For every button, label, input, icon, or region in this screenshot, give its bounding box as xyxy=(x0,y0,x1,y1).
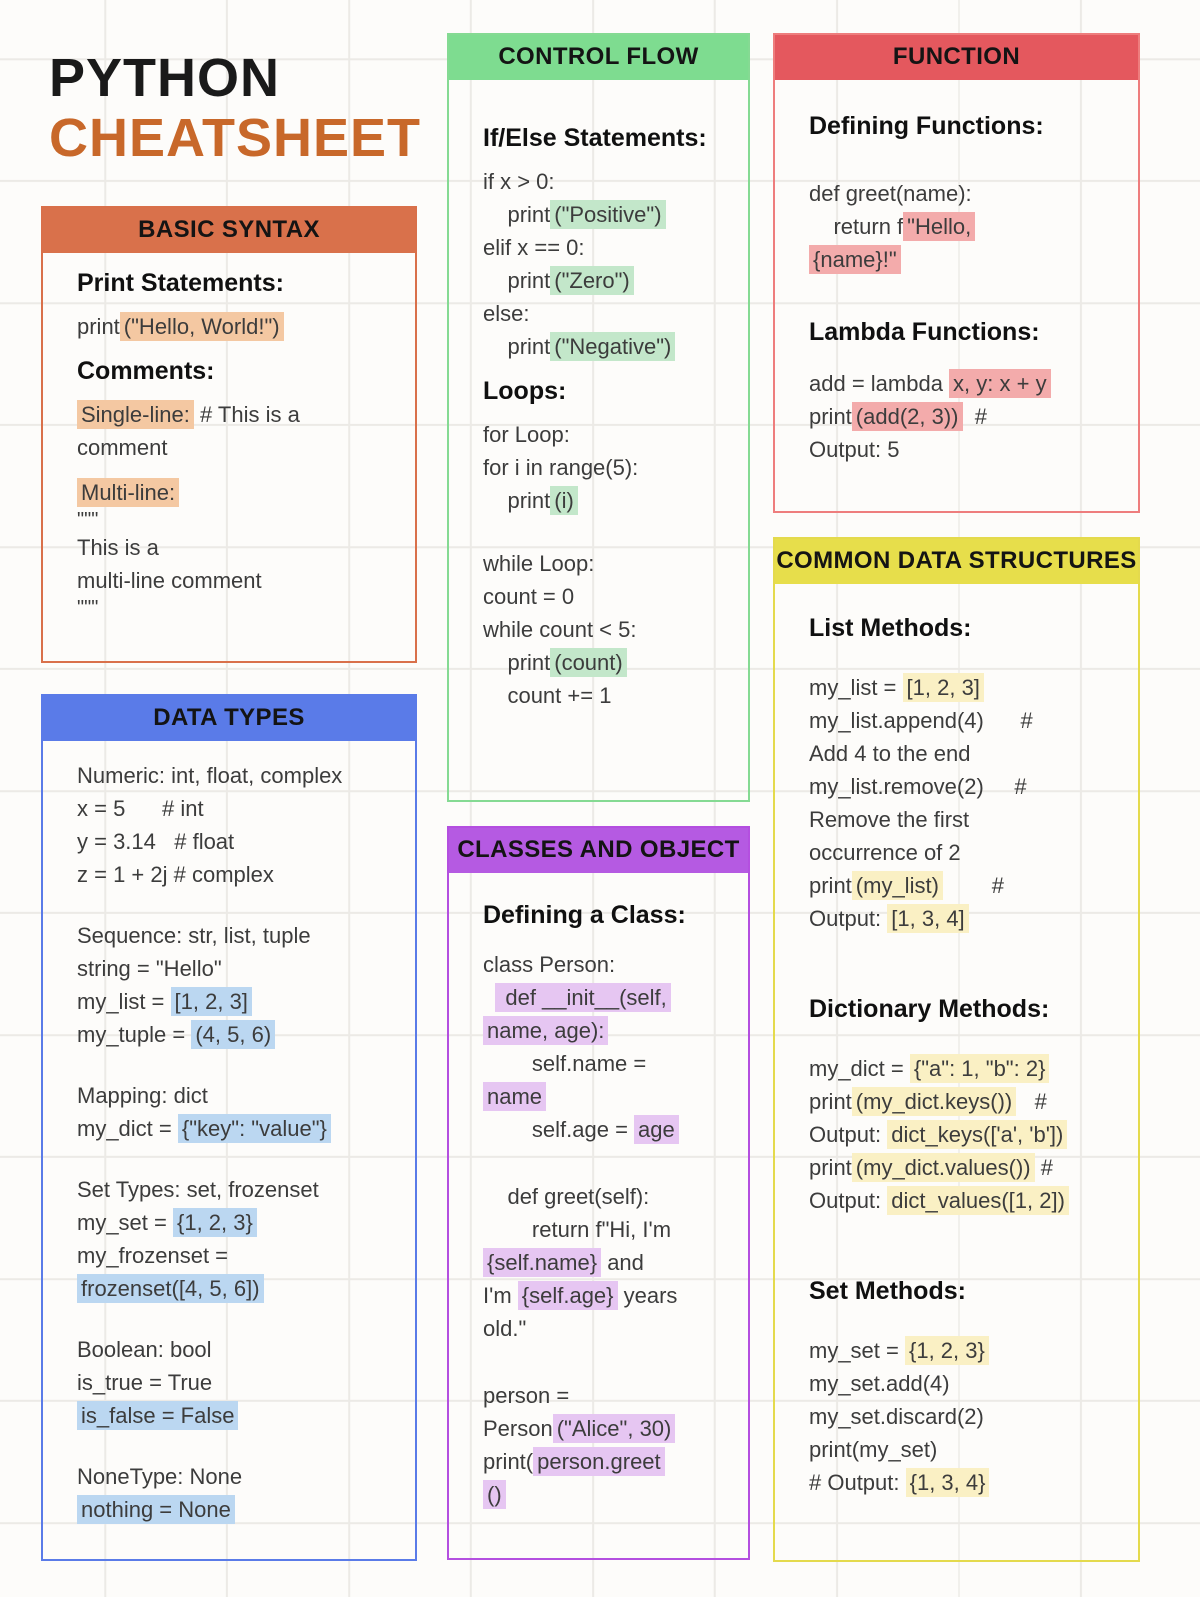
subheading: Lambda Functions: xyxy=(809,318,1040,346)
code-line xyxy=(77,531,403,564)
code-text: This is a xyxy=(77,535,159,560)
code-text: occurrence of 2 xyxy=(809,840,961,865)
code-text: Boolean: bool xyxy=(77,1337,212,1362)
code-text: my_set = xyxy=(77,1210,173,1235)
section-header-basic-syntax: BASIC SYNTAX xyxy=(41,206,417,253)
code-text: count += 1 xyxy=(483,683,612,708)
code-text: print( xyxy=(483,1449,534,1474)
code-highlight: (my_dict.values()) xyxy=(852,1153,1035,1182)
code-line xyxy=(483,679,736,712)
section-content-control-flow xyxy=(449,80,748,712)
code-line xyxy=(809,737,1126,770)
code-line xyxy=(77,792,403,825)
code-text: print xyxy=(809,1089,852,1114)
subheading: Dictionary Methods: xyxy=(809,995,1050,1023)
code-text: Person xyxy=(483,1416,553,1441)
code-line xyxy=(77,597,403,619)
code-line xyxy=(483,1478,736,1511)
code-text: # xyxy=(1016,1089,1047,1114)
code-line xyxy=(809,243,1126,276)
code-line xyxy=(483,547,736,580)
code-highlight: () xyxy=(483,1480,506,1509)
code-text: while count < 5: xyxy=(483,617,637,642)
code-highlight: (my_list) xyxy=(852,871,943,900)
code-line xyxy=(483,1113,736,1146)
code-highlight: frozenset([4, 5, 6]) xyxy=(77,1274,264,1303)
code-line xyxy=(809,836,1126,869)
code-line xyxy=(483,1180,736,1213)
code-text: for Loop: xyxy=(483,422,570,447)
code-text: else: xyxy=(483,301,530,326)
code-highlight: (my_dict.keys()) xyxy=(852,1087,1016,1116)
code-line xyxy=(77,1173,403,1206)
code-line xyxy=(483,484,736,517)
code-text: Output: xyxy=(809,1122,888,1147)
code-line xyxy=(809,902,1126,935)
section-data-types xyxy=(41,694,417,1561)
code-text: if x > 0: xyxy=(483,169,555,194)
subheading: Set Methods: xyxy=(809,1277,966,1305)
code-line xyxy=(483,418,736,451)
code-text: my_dict = xyxy=(77,1116,178,1141)
code-text: z = 1 + 2j # complex xyxy=(77,862,274,887)
code-highlight: Single-line: xyxy=(77,400,194,429)
code-text: for i in range(5): xyxy=(483,455,639,480)
spacer xyxy=(809,935,1126,981)
code-line xyxy=(483,1213,736,1246)
code-line xyxy=(809,1367,1126,1400)
code-line xyxy=(483,165,736,198)
code-text: """ xyxy=(77,509,99,531)
code-line xyxy=(77,759,403,792)
code-text: """ xyxy=(77,597,99,619)
code-text: # This is a xyxy=(193,402,300,427)
code-line xyxy=(77,564,403,597)
code-highlight: person.greet xyxy=(533,1447,665,1476)
code-text: print(my_set) xyxy=(809,1437,938,1462)
title-line-cheatsheet: CHEATSHEET xyxy=(49,108,422,169)
code-text: my_dict = xyxy=(809,1056,910,1081)
spacer xyxy=(77,891,403,919)
code-line xyxy=(77,1399,403,1432)
code-highlight: (i) xyxy=(550,486,578,515)
subheading: List Methods: xyxy=(809,614,972,642)
code-text: my_set.discard(2) xyxy=(809,1404,984,1429)
code-line xyxy=(809,1334,1126,1367)
code-line xyxy=(809,803,1126,836)
code-highlight: (add(2, 3)) xyxy=(852,402,963,431)
code-text: Output: xyxy=(809,906,888,931)
code-line xyxy=(809,177,1126,210)
code-highlight: ("Zero") xyxy=(550,266,634,295)
code-line xyxy=(483,231,736,264)
code-line xyxy=(809,210,1126,243)
code-highlight: ("Hello, World!") xyxy=(120,312,284,341)
code-line xyxy=(77,1366,403,1399)
code-highlight: [1, 2, 3] xyxy=(171,987,252,1016)
code-line xyxy=(77,1272,403,1305)
section-common-data-structures xyxy=(773,537,1140,1562)
spacer xyxy=(77,1305,403,1333)
title-line-python: PYTHON xyxy=(49,48,281,108)
code-line xyxy=(77,1206,403,1239)
code-line xyxy=(809,1184,1126,1217)
subheading: Loops: xyxy=(483,377,567,405)
code-highlight: (4, 5, 6) xyxy=(191,1020,275,1049)
code-text: print xyxy=(809,404,852,429)
code-line xyxy=(483,981,736,1014)
code-line xyxy=(809,704,1126,737)
code-line xyxy=(483,1445,736,1478)
code-text: elif x == 0: xyxy=(483,235,585,260)
code-line xyxy=(483,646,736,679)
code-text: years xyxy=(617,1283,678,1308)
code-text: return f xyxy=(809,214,904,239)
spacer xyxy=(809,655,1126,671)
code-highlight: Multi-line: xyxy=(77,478,179,507)
code-highlight: is_false = False xyxy=(77,1401,238,1430)
code-text: Output: 5 xyxy=(809,437,900,462)
code-text: x = 5 # int xyxy=(77,796,204,821)
code-text: person = xyxy=(483,1383,570,1408)
code-text: old." xyxy=(483,1316,527,1341)
code-text: Add 4 to the end xyxy=(809,741,971,766)
code-text: print xyxy=(809,1155,852,1180)
page-title xyxy=(49,48,421,169)
code-text: my_tuple = xyxy=(77,1022,192,1047)
code-text: print xyxy=(483,202,551,227)
code-highlight: {self.age} xyxy=(518,1281,618,1310)
code-text: def greet(name): xyxy=(809,181,972,206)
spacer xyxy=(77,1145,403,1173)
code-highlight: {1, 2, 3} xyxy=(905,1336,989,1365)
code-line xyxy=(483,451,736,484)
code-text: Set Types: set, frozenset xyxy=(77,1177,319,1202)
code-highlight: {"a": 1, "b": 2} xyxy=(910,1054,1050,1083)
code-text: print xyxy=(809,873,852,898)
code-line xyxy=(483,1279,736,1312)
code-text: and xyxy=(601,1250,644,1275)
code-line xyxy=(483,1080,736,1113)
subheading: Comments: xyxy=(77,357,215,385)
spacer xyxy=(809,1036,1126,1052)
code-text: def greet(self): xyxy=(483,1184,650,1209)
spacer xyxy=(809,1318,1126,1334)
code-highlight: name, age): xyxy=(483,1016,608,1045)
code-highlight: nothing = None xyxy=(77,1495,235,1524)
code-text: print xyxy=(77,314,120,339)
code-text: # xyxy=(942,873,1005,898)
section-content-classes-and-object xyxy=(449,873,748,1511)
code-text: Sequence: str, list, tuple xyxy=(77,923,311,948)
code-line xyxy=(483,198,736,231)
code-text: comment xyxy=(77,435,168,460)
code-line xyxy=(809,1466,1126,1499)
code-text: Remove the first xyxy=(809,807,970,832)
code-text: count = 0 xyxy=(483,584,575,609)
code-line xyxy=(809,1052,1126,1085)
code-line xyxy=(483,1312,736,1345)
subheading: Defining Functions: xyxy=(809,112,1044,140)
code-line xyxy=(809,400,1126,433)
code-highlight: {self.name} xyxy=(483,1248,601,1277)
code-text: my_list.append(4) # xyxy=(809,708,1033,733)
code-text: add = lambda xyxy=(809,371,950,396)
code-line xyxy=(483,580,736,613)
code-highlight: "Hello, xyxy=(903,212,975,241)
section-header-data-types: DATA TYPES xyxy=(41,694,417,741)
code-text: I'm xyxy=(483,1283,518,1308)
code-highlight: {1, 2, 3} xyxy=(173,1208,257,1237)
code-text: print xyxy=(483,650,551,675)
code-highlight: def __init__(self, xyxy=(495,983,671,1012)
spacer xyxy=(809,276,1126,304)
code-line xyxy=(809,1085,1126,1118)
code-line xyxy=(77,1333,403,1366)
code-line xyxy=(77,952,403,985)
code-text: self.age = xyxy=(483,1117,635,1142)
code-text: y = 3.14 # float xyxy=(77,829,235,854)
code-line xyxy=(483,1047,736,1080)
section-content-data-types xyxy=(43,741,415,1526)
section-content-common-data-structures xyxy=(775,584,1138,1499)
code-line xyxy=(77,825,403,858)
code-text: string = "Hello" xyxy=(77,956,222,981)
code-highlight: name xyxy=(483,1082,546,1111)
code-text: my_frozenset = xyxy=(77,1243,229,1268)
code-line xyxy=(77,1112,403,1145)
code-text: self.name = xyxy=(483,1051,647,1076)
code-text: NoneType: None xyxy=(77,1464,243,1489)
code-line xyxy=(77,1079,403,1112)
code-text xyxy=(483,985,495,1010)
code-text: while Loop: xyxy=(483,551,595,576)
code-highlight: dict_keys(['a', 'b']) xyxy=(887,1120,1067,1149)
code-line xyxy=(77,398,403,431)
section-content-basic-syntax xyxy=(43,253,415,619)
code-text: # Output: xyxy=(809,1470,906,1495)
code-highlight: [1, 3, 4] xyxy=(887,904,968,933)
spacer xyxy=(483,1146,736,1180)
section-header-classes-and-object: CLASSES AND OBJECT xyxy=(447,826,750,873)
section-control-flow xyxy=(447,33,750,802)
subheading: If/Else Statements: xyxy=(483,124,707,152)
code-line xyxy=(483,297,736,330)
code-line xyxy=(77,509,403,531)
code-text: my_list = xyxy=(77,989,171,1014)
section-header-control-flow: CONTROL FLOW xyxy=(447,33,750,80)
code-highlight: {name}!" xyxy=(809,245,901,274)
code-text: is_true = True xyxy=(77,1370,213,1395)
code-line xyxy=(77,1239,403,1272)
spacer xyxy=(809,153,1126,177)
code-line xyxy=(809,1433,1126,1466)
code-line xyxy=(77,476,403,509)
code-highlight: dict_values([1, 2]) xyxy=(887,1186,1069,1215)
code-line xyxy=(77,985,403,1018)
code-line xyxy=(809,869,1126,902)
code-text: print xyxy=(483,334,551,359)
spacer xyxy=(77,464,403,476)
section-header-function: FUNCTION xyxy=(773,33,1140,80)
section-basic-syntax xyxy=(41,206,417,663)
code-text: class Person: xyxy=(483,952,616,977)
code-highlight: age xyxy=(634,1115,679,1144)
code-text: Mapping: dict xyxy=(77,1083,208,1108)
code-line xyxy=(77,919,403,952)
spacer xyxy=(483,517,736,547)
code-line xyxy=(809,433,1126,466)
spacer xyxy=(77,1051,403,1079)
subheading: Defining a Class: xyxy=(483,901,686,929)
section-header-common-data-structures: COMMON DATA STRUCTURES xyxy=(773,537,1140,584)
code-highlight: {"key": "value"} xyxy=(178,1114,331,1143)
code-line xyxy=(809,671,1126,704)
code-line xyxy=(809,367,1126,400)
code-highlight: [1, 2, 3] xyxy=(903,673,984,702)
code-line xyxy=(809,770,1126,803)
code-line xyxy=(483,1412,736,1445)
code-highlight: (count) xyxy=(550,648,626,677)
code-line xyxy=(809,1151,1126,1184)
code-highlight: x, y: x + y xyxy=(949,369,1051,398)
code-text: my_set = xyxy=(809,1338,905,1363)
code-line xyxy=(483,330,736,363)
code-line xyxy=(483,948,736,981)
code-text: multi-line comment xyxy=(77,568,262,593)
code-line xyxy=(77,1018,403,1051)
section-classes-and-object xyxy=(447,826,750,1560)
section-content-function xyxy=(775,80,1138,466)
code-highlight: ("Positive") xyxy=(550,200,665,229)
spacer xyxy=(809,359,1126,367)
spacer xyxy=(77,1432,403,1460)
code-highlight: ("Negative") xyxy=(550,332,675,361)
code-line xyxy=(483,1014,736,1047)
code-line xyxy=(809,1118,1126,1151)
code-line xyxy=(483,264,736,297)
code-text: Output: xyxy=(809,1188,888,1213)
code-line xyxy=(77,1493,403,1526)
code-line xyxy=(483,1246,736,1279)
code-text: my_list = xyxy=(809,675,903,700)
code-line xyxy=(483,613,736,646)
code-line xyxy=(483,1379,736,1412)
code-line xyxy=(809,1400,1126,1433)
code-highlight: {1, 3, 4} xyxy=(906,1468,990,1497)
code-line xyxy=(77,431,403,464)
subheading: Print Statements: xyxy=(77,269,284,297)
code-text: my_list.remove(2) # xyxy=(809,774,1027,799)
code-highlight: ("Alice", 30) xyxy=(553,1414,676,1443)
code-line xyxy=(77,1460,403,1493)
code-text: my_set.add(4) xyxy=(809,1371,950,1396)
section-function xyxy=(773,33,1140,513)
code-text: return f"Hi, I'm xyxy=(483,1217,672,1242)
code-text: print xyxy=(483,488,551,513)
code-line xyxy=(77,310,403,343)
code-text: print xyxy=(483,268,551,293)
code-line xyxy=(77,858,403,891)
spacer xyxy=(809,1217,1126,1263)
spacer xyxy=(483,1345,736,1379)
code-text: # xyxy=(962,404,987,429)
code-text: Numeric: int, float, complex xyxy=(77,763,343,788)
code-text: # xyxy=(1034,1155,1053,1180)
